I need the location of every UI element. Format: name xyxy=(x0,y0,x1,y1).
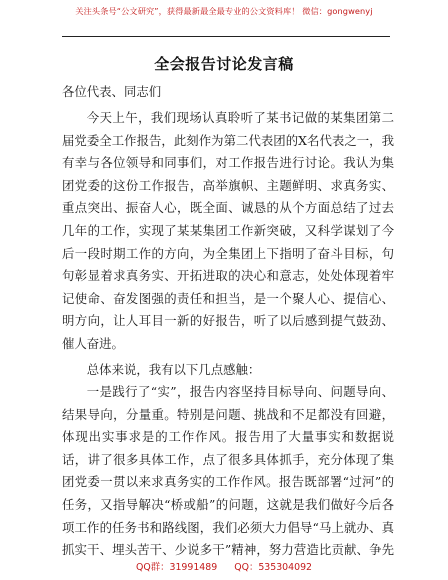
body-paragraph-1: 今天上午，我们现场认真聆听了某书记做的某集团第二届党委全工作报告，此刻作为第二代表团的X名代表之一，我有幸与各位领导和同事们，对工作报告进行讨论。我认为集团党委的这份工作报告，高举旗帜、主题鲜明、求真务实、重点突出、振奋人心，既全面、诚恳的从个方面总结了过去几年的工作，实现了某某集团工作新突破，又科学谋划了今后一段时期工作的方向，为全集团上下指明了奋斗目标，句句彰显着求真务实、开拓进取的决心和意志，处处体现着牢记使命、奋发图强的责任和担当，是一个聚人心、提信心、明方向，让人耳目一新的好报告，听了以后感到提气鼓劲、催人奋进。 xyxy=(62,110,394,351)
body-paragraph-2: 总体来说，我有以下几点感触： xyxy=(86,362,261,377)
footer-contact xyxy=(0,559,448,573)
footer-qq-group: QQ群：31991489 xyxy=(135,562,218,573)
header-divider xyxy=(62,36,390,37)
salutation: 各位代表、同志们 xyxy=(62,84,162,99)
header-promo-banner: 关注头条号“公文研究”，获得最新最全最专业的公文资料库！ 微信：gongwenyj xyxy=(75,6,373,16)
document-title: 全会报告讨论发言稿 xyxy=(154,55,294,73)
footer-qq: QQ：535304092 xyxy=(234,562,313,573)
body-paragraph-3: 一是践行了“实”，报告内容坚持目标导向、问题导向、结果导向，分量重。特别是问题、挑战和不足都没有回避，体现出实事求是的工作作风。报告用了大量事实和数据说话，讲了很多具体工作，点了很多具体抓手，充分体现了集团党委一贯以来求真务实的工作作风。报告既部署“过河”的任务，又指导解决“桥或船”的问题，这就是我们做好今后各项工作的任务书和路线图，我们必须大力倡导“马上就办、真抓实干、埋头苦干、少说多干”精神，努力营造比贡献、争先 xyxy=(62,384,394,558)
